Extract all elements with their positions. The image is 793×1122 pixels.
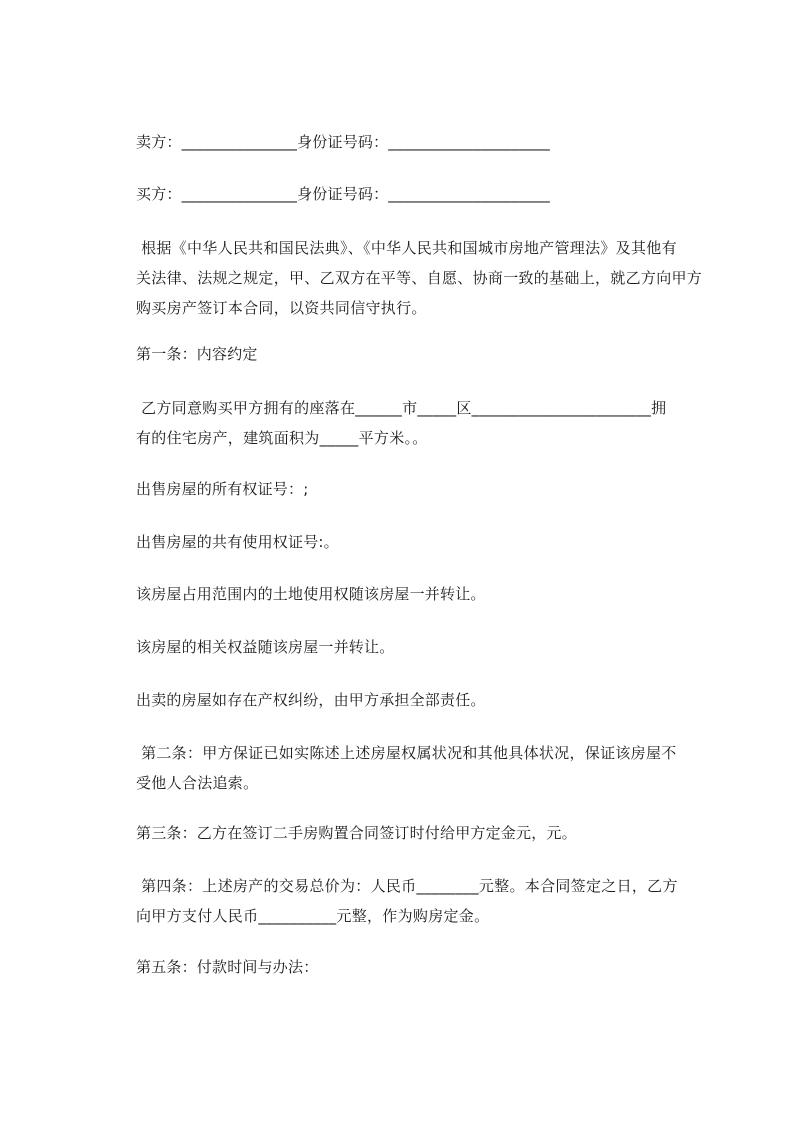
article1-line-1: 乙方同意购买甲方拥有的座落在______市_____区_______________________拥 — [136, 399, 667, 417]
article1-body — [136, 393, 706, 453]
preamble-line-2: 关法律、法规之规定，甲、乙双方在平等、自愿、协商一致的基础上，就乙方向甲方 — [136, 269, 703, 287]
ownership-cert-line: 出售房屋的所有权证号：; — [136, 480, 309, 498]
article2-line-1: 第二条：甲方保证已如实陈述上述房屋权属状况和其他具体状况，保证该房屋不 — [136, 744, 677, 762]
article2-line-2: 受他人合法追索。 — [136, 774, 259, 792]
article5-title: 第五条：付款时间与办法： — [136, 958, 319, 976]
land-use-transfer-line: 该房屋占用范围内的土地使用权随该房屋一并转让。 — [136, 585, 486, 603]
rights-transfer-line: 该房屋的相关权益随该房屋一并转让。 — [136, 638, 395, 656]
preamble-paragraph — [136, 233, 706, 323]
article1-line-2: 有的住宅房产，建筑面积为_____平方米。。 — [136, 429, 428, 447]
preamble-line-1: 根据《中华人民共和国民法典》、《中华人民共和国城市房地产管理法》及其他有 — [136, 239, 677, 257]
preamble-line-3: 购买房产签订本合同，以资共同信守执行。 — [136, 299, 427, 317]
article3-line: 第三条：乙方在签订二手房购置合同签订时付给甲方定金元，元。 — [136, 824, 577, 842]
article1-title: 第一条：内容约定 — [136, 345, 258, 363]
buyer-line: 买方：_______________身份证号码：_____________________ — [136, 185, 551, 203]
article2-paragraph — [136, 738, 706, 798]
shared-use-cert-line: 出售房屋的共有使用权证号:。 — [136, 533, 339, 551]
dispute-clause-line: 出卖的房屋如存在产权纠纷，由甲方承担全部责任。 — [136, 691, 486, 709]
article4-line-1: 第四条：上述房产的交易总价为：人民币________元整。本合同签定之日，乙方 — [136, 877, 678, 895]
article4-line-2: 向甲方支付人民币__________元整，作为购房定金。 — [136, 907, 490, 925]
article4-paragraph — [136, 871, 706, 931]
seller-line: 卖方：_______________身份证号码：_____________________ — [136, 133, 551, 151]
